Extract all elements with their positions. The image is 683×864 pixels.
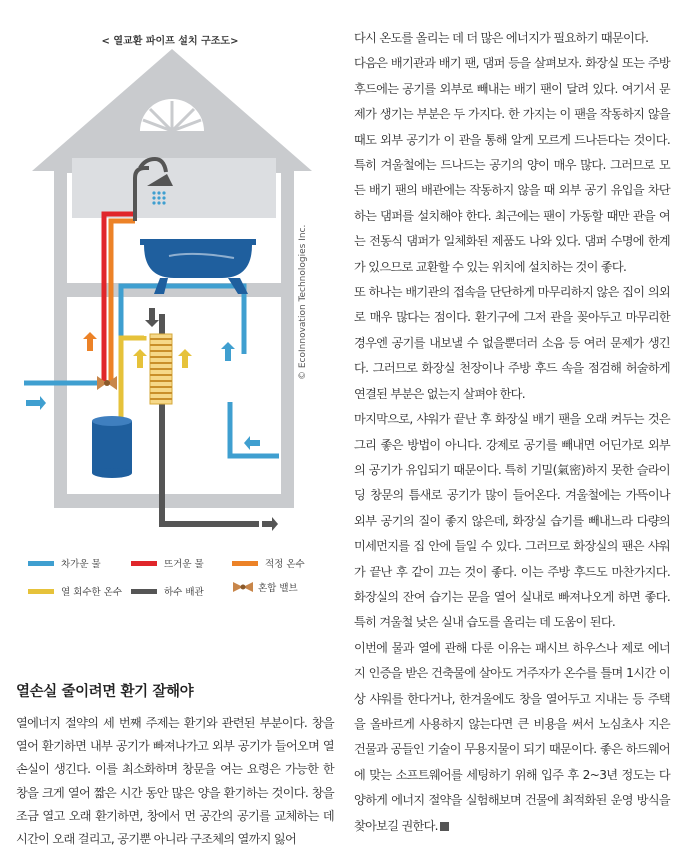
body-paragraph: 또 하나는 배기관의 접속을 단단하게 마무리하지 않은 집이 의외로 매우 많다는 점이다. 환기구에 그저 관을 꽂아두고 마무리한 경우엔 공기를 내보낼 수 없을뿐더러 소음 등 여러 문제가 생긴다. 그러므로 화장실 천장이나 주방 후드 속을 점검해 허술하게 연결된 부분은 없는지 살펴야 한다.	[354, 285, 670, 401]
left-column	[16, 680, 334, 851]
legend-label: 하수 배관	[164, 587, 204, 598]
drain-out-arrow	[262, 517, 278, 531]
figure-caption: < 열교환 파이프 설치 구조도>	[101, 36, 239, 47]
body-paragraph: 다음은 배기관과 배기 팬, 댐퍼 등을 살펴보자. 화장실 또는 주방 후드에는 공기를 외부로 빼내는 배기 팬이 달려 있다. 여기서 문제가 생기는 부분은 두 가지다. 한 가지는 이 팬을 작동하지 않을 때도 외부 공기가 이 관을 통해 알게 모르게 드나든다는 것이다. 특히 겨울철에는 드나드는 공기의 양이 매우 많다. 그러므로 모든 배기 팬의 배관에는 작동하지 않을 때 외부 공기 유입을 차단하는 댐퍼를 설치해야 한다. 최근에는 팬이 가동할 때만 관을 여는 전동식 댐퍼가 일체화된 제품도 나와 있다. 댐퍼 수명에 한계가 있으므로 교환할 수 있는 위치에 설치하는 것이 좋다.	[354, 56, 670, 274]
legend-item	[28, 556, 101, 570]
legend-item	[28, 584, 122, 598]
legend-swatch	[28, 589, 54, 594]
water-heater-tank	[92, 416, 132, 478]
legend-label: 차가운 물	[61, 559, 101, 570]
legend-swatch	[131, 561, 157, 566]
legend-label: 열 회수한 온수	[61, 587, 123, 598]
legend-label: 혼합 밸브	[258, 583, 298, 594]
legend-label: 적정 온수	[265, 559, 305, 570]
body-paragraph: 열에너지 절약의 세 번째 주제는 환기와 관련된 부분이다. 창을 열어 환기하면 내부 공기가 빠져나가고 외부 공기가 들어오며 열손실이 생긴다. 이를 최소화하며 창문을 여는 요령은 가능한 한 창을 크게 열어 짧은 시간 동안 많은 양을 환기하는 것이다. 창을 조금 열고 오래 환기하면, 창에서 먼 공간의 공기를 교체하는 데 시간이 오래 걸리고, 공기뿐 아니라 구조체의 열까지 잃어	[16, 716, 334, 847]
legend-item	[131, 556, 204, 570]
mixing-valve-icon	[232, 581, 254, 593]
figure-credit: © EcoInnovation Technologies Inc.	[298, 224, 308, 380]
cold-inflow-arrow	[26, 396, 46, 410]
legend-swatch	[131, 589, 157, 594]
legend-label: 뜨거운 물	[164, 559, 204, 570]
body-paragraph	[354, 636, 670, 839]
legend-item	[232, 556, 305, 570]
legend-swatch	[232, 561, 258, 566]
right-column	[354, 26, 670, 839]
section-heading: 열손실 줄이려면 환기 잘해야	[16, 684, 194, 700]
body-paragraph: 다시 온도를 올리는 데 더 많은 에너지가 필요하기 때문이다.	[354, 31, 649, 45]
end-mark-icon	[440, 822, 449, 831]
heat-exchange-pipe-diagram	[14, 46, 330, 546]
body-paragraph: 마지막으로, 샤워가 끝난 후 화장실 배기 팬을 오래 켜두는 것은 그리 좋은 방법이 아니다. 강제로 공기를 빼내면 어딘가로 외부의 공기가 유입되기 때문이다. 특히 기밀(氣密)하지 못한 슬라이딩 창문의 틈새로 공기가 많이 들어온다. 겨울철에는 가뜩이나 외부 공기의 질이 좋지 않은데, 화장실 습기를 빼내느라 다량의 미세먼지를 집 안에 들일 수 있다. 그러므로 화장실의 팬은 샤워가 끝난 후 같이 끄는 것이 좋다. 이는 주방 후드도 마찬가지다. 화장실의 잔여 습기는 문을 열어 실내로 빠져나오게 하면 좋다. 특히 겨울철 낮은 실내 습도를 올리는 데 도움이 된다.	[354, 412, 670, 630]
heat-exchanger	[150, 334, 172, 404]
closing-paragraph-text: 이번에 물과 열에 관해 다룬 이유는 패시브 하우스나 제로 에너지 인증을 받은 건축물에 살아도 거주자가 온수를 틀며 1시간 이상 샤워를 한다거나, 한겨울에도 창을 열어두고 지내는 등 주택을 올바르게 사용하지 않는다면 큰 비용을 써서 노심초사 지은 건물과 공들인 기술이 무용지물이 되기 때문이다. 좋은 하드웨어에 맞는 소프트웨어를 세팅하기 위해 입주 후 2~3년 정도는 다양하게 에너지 절약을 실험해보며 건물에 최적화된 운영 방식을 찾아보길 권한다.	[354, 640, 670, 833]
legend-item	[232, 580, 298, 594]
diagram-legend	[28, 556, 328, 596]
legend-item	[131, 584, 204, 598]
legend-swatch	[28, 561, 54, 566]
